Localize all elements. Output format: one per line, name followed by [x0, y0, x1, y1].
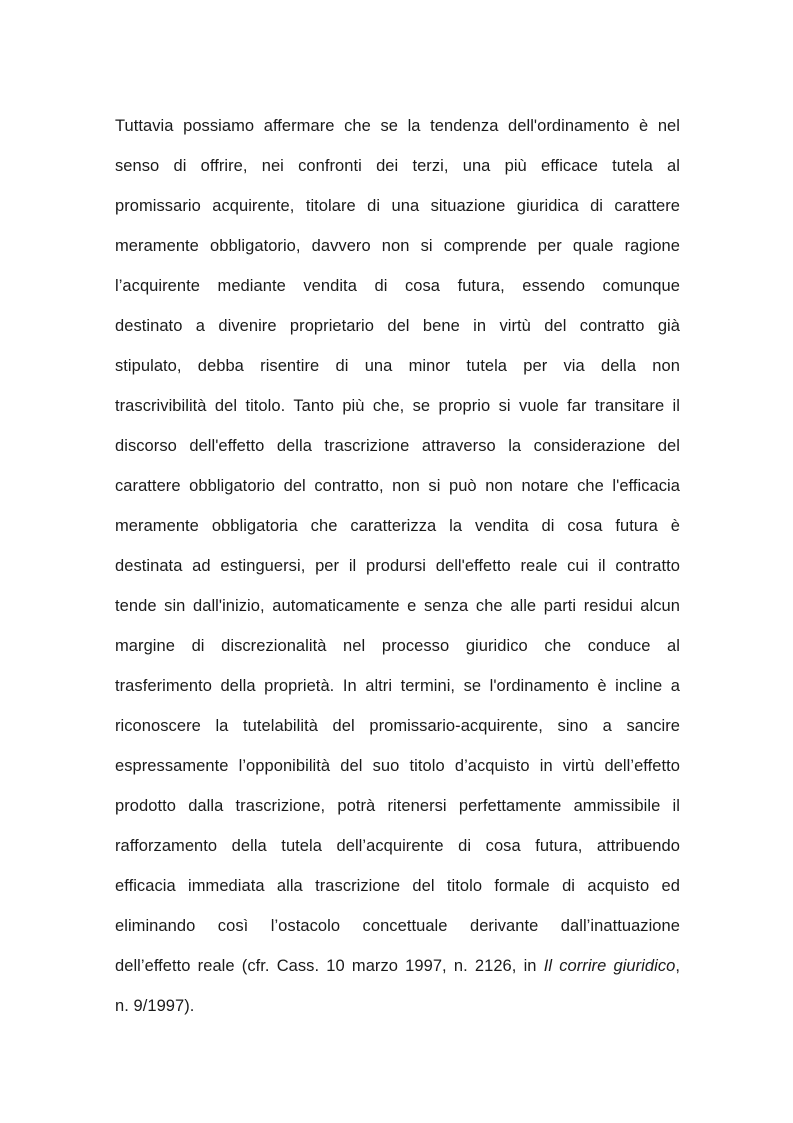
paragraph-final-line: n. 9/1997). — [115, 997, 195, 1015]
paragraph-line: l’acquirente mediante vendita di cosa futura, essendo comunque — [115, 277, 680, 295]
paragraph-line: discorso dell'effetto della trascrizione attraverso la considerazione del — [115, 437, 680, 455]
paragraph-line: destinato a divenire proprietario del bene in virtù del contratto già — [115, 317, 680, 335]
paragraph-line: senso di offrire, nei confronti dei terzi, una più efficace tutela al — [115, 157, 680, 175]
body-paragraph — [115, 106, 680, 1026]
paragraph-line: rafforzamento della tutela dell’acquirente di cosa futura, attribuendo — [115, 837, 680, 855]
citation-journal: Il corrire giuridico — [543, 957, 676, 975]
paragraph-line: tende sin dall'inizio, automaticamente e senza che alle parti residui alcun — [115, 597, 680, 615]
paragraph-line: meramente obbligatoria che caratterizza la vendita di cosa futura è — [115, 517, 680, 535]
paragraph-line: margine di discrezionalità nel processo giuridico che conduce al — [115, 637, 680, 655]
paragraph-line: prodotto dalla trascrizione, potrà ritenersi perfettamente ammissibile il — [115, 797, 680, 815]
paragraph-line: promissario acquirente, titolare di una situazione giuridica di carattere — [115, 197, 680, 215]
paragraph-line: efficacia immediata alla trascrizione del titolo formale di acquisto ed — [115, 877, 680, 895]
paragraph-line: eliminando così l’ostacolo concettuale derivante dall’inattuazione — [115, 917, 680, 935]
paragraph-line: trascrivibilità del titolo. Tanto più che, se proprio si vuole far transitare il — [115, 397, 680, 415]
paragraph-line: espressamente l’opponibilità del suo titolo d’acquisto in virtù dell’effetto — [115, 757, 680, 775]
paragraph-line: meramente obbligatorio, davvero non si comprende per quale ragione — [115, 237, 680, 255]
paragraph-line: destinata ad estinguersi, per il prodursi dell'effetto reale cui il contratto — [115, 557, 680, 575]
paragraph-line: stipulato, debba risentire di una minor tutela per via della non — [115, 357, 680, 375]
paragraph-line: Tuttavia possiamo affermare che se la tendenza dell'ordinamento è nel — [115, 117, 680, 135]
citation-prefix: dell’effetto reale (cfr. Cass. 10 marzo 1997, n. 2126, in — [115, 957, 544, 975]
citation-suffix: , — [675, 957, 681, 975]
paragraph-line: carattere obbligatorio del contratto, non si può non notare che l'efficacia — [115, 477, 680, 495]
paragraph-line: riconoscere la tutelabilità del promissario-acquirente, sino a sancire — [115, 717, 680, 735]
citation-line — [115, 946, 680, 986]
paragraph-line: trasferimento della proprietà. In altri termini, se l'ordinamento è incline a — [115, 677, 680, 695]
